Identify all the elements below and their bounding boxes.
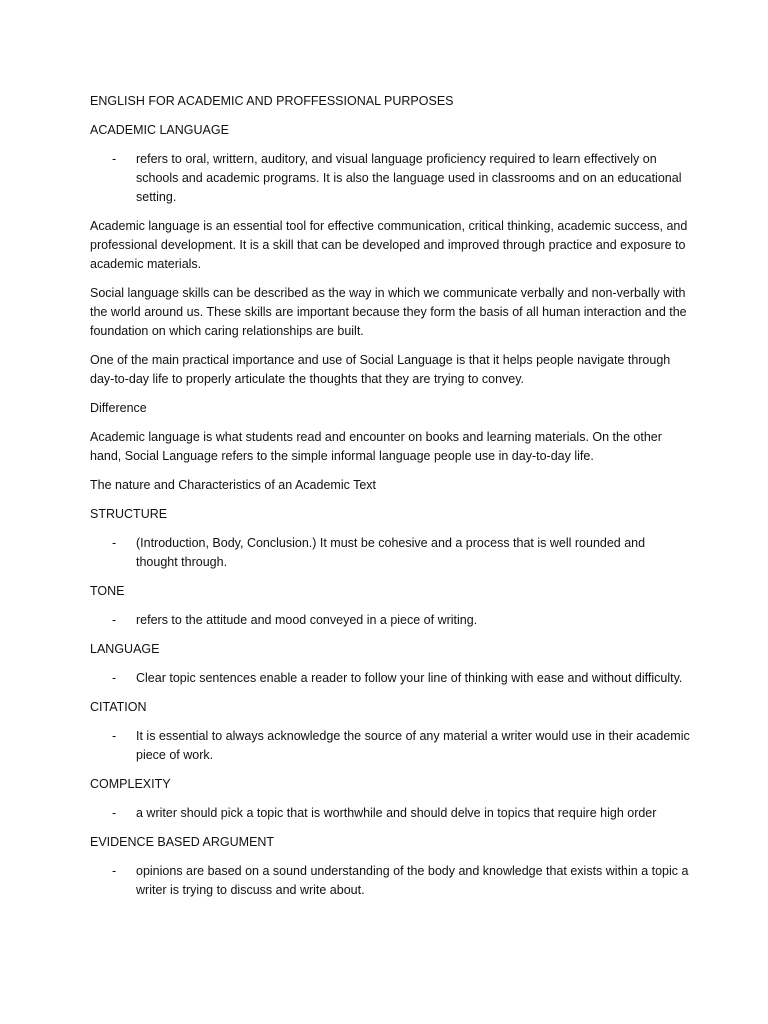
bullet-dash: - [112, 729, 117, 743]
bullet-item [90, 727, 690, 765]
section-heading-structure: STRUCTURE [90, 507, 168, 521]
bullet-item [90, 862, 690, 900]
bullet-dash: - [112, 536, 117, 550]
bullet-text: opinions are based on a sound understanding of the body and knowledge that exists within a topic a writer is trying to discuss and write about. [136, 864, 689, 897]
section-heading-citation: CITATION [90, 700, 147, 714]
section-heading-academic-language: ACADEMIC LANGUAGE [90, 123, 229, 137]
bullet-item [90, 534, 690, 572]
section-heading-complexity: COMPLEXITY [90, 777, 171, 791]
bullet-dash: - [112, 806, 117, 820]
section-heading-evidence: EVIDENCE BASED ARGUMENT [90, 835, 275, 849]
bullet-text: refers to the attitude and mood conveyed in a piece of writing. [136, 613, 478, 627]
bullet-item [90, 804, 690, 823]
paragraph: Social language skills can be described as the way in which we communicate verbally and non-verbally with the world around us. These skills are important because they form the basis of all human interaction and the foundation on which caring relationships are built. [90, 286, 687, 338]
paragraph: One of the main practical importance and use of Social Language is that it helps people navigate through day-to-day life to properly articulate the thoughts that they are trying to convey. [90, 353, 671, 386]
document-title: ENGLISH FOR ACADEMIC AND PROFFESSIONAL PURPOSES [90, 94, 454, 108]
bullet-dash: - [112, 864, 117, 878]
bullet-dash: - [112, 671, 117, 685]
paragraph: Academic language is an essential tool for effective communication, critical thinking, academic success, and professional development. It is a skill that can be developed and improved through practice and exposure to academic materials. [90, 219, 688, 271]
section-heading-tone: TONE [90, 584, 125, 598]
section-heading-nature: The nature and Characteristics of an Academic Text [90, 478, 377, 492]
section-heading-difference: Difference [90, 401, 147, 415]
bullet-text: (Introduction, Body, Conclusion.) It must be cohesive and a process that is well rounded and thought through. [136, 536, 646, 569]
bullet-item [90, 150, 690, 207]
bullet-dash: - [112, 613, 117, 627]
bullet-text: Clear topic sentences enable a reader to follow your line of thinking with ease and without difficulty. [136, 671, 683, 685]
document-page [90, 92, 690, 910]
bullet-text: It is essential to always acknowledge the source of any material a writer would use in their academic piece of work. [136, 729, 690, 762]
bullet-text: refers to oral, writtern, auditory, and visual language proficiency required to learn effectively on schools and academic programs. It is also the language used in classrooms and on an educational setting. [136, 152, 682, 204]
bullet-dash: - [112, 152, 117, 166]
section-heading-language: LANGUAGE [90, 642, 160, 656]
bullet-item [90, 611, 690, 630]
paragraph: Academic language is what students read and encounter on books and learning materials. On the other hand, Social Language refers to the simple informal language people use in day-to-day life. [90, 430, 662, 463]
bullet-item [90, 669, 690, 688]
bullet-text: a writer should pick a topic that is worthwhile and should delve in topics that require high order [136, 806, 657, 820]
